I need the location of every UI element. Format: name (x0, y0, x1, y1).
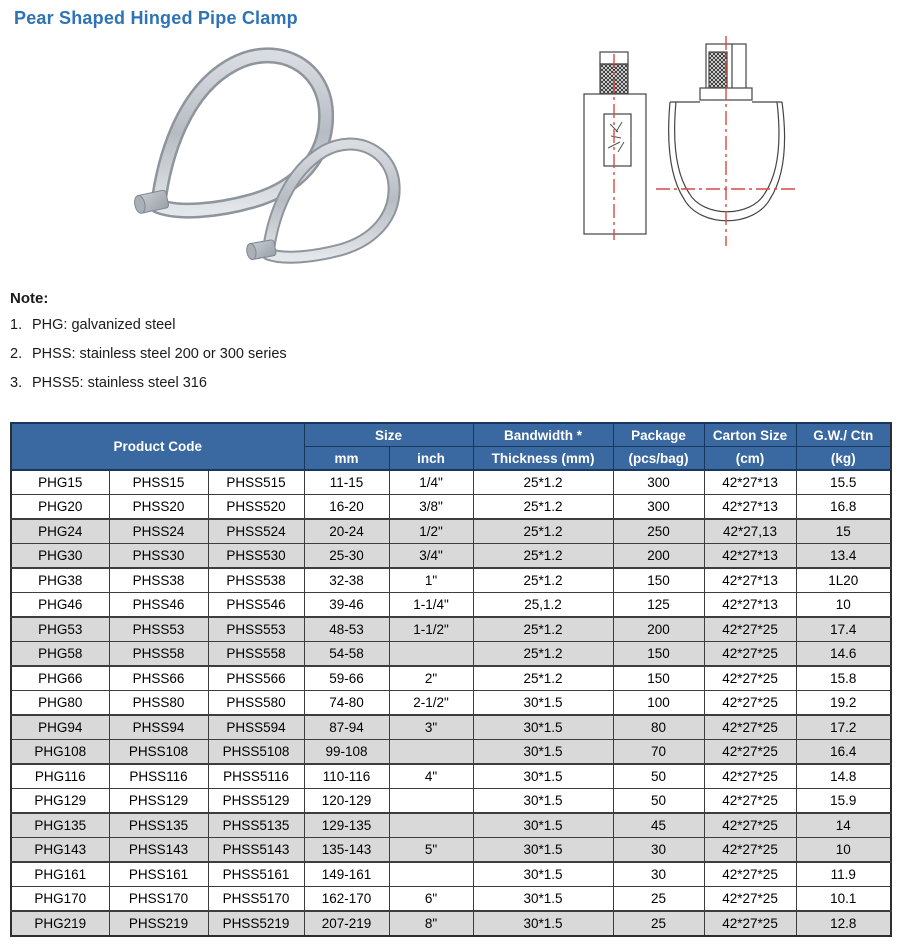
cell-package: 45 (613, 813, 704, 838)
cell-size-mm: 39-46 (304, 593, 389, 618)
cell-code-phss5: PHSS5116 (208, 764, 304, 789)
cell-code-phss5: PHSS553 (208, 617, 304, 642)
cell-code-phss: PHSS129 (109, 789, 208, 814)
cell-size-inch: 2-1/2" (389, 691, 473, 716)
cell-size-inch: 5" (389, 838, 473, 863)
cell-package: 100 (613, 691, 704, 716)
cell-gw-ctn: 16.8 (796, 495, 891, 520)
cell-gw-ctn: 12.8 (796, 911, 891, 936)
table-row (11, 593, 891, 618)
cell-size-inch: 3/8" (389, 495, 473, 520)
cell-carton-size: 42*27*25 (704, 764, 796, 789)
cell-thickness: 30*1.5 (473, 789, 613, 814)
header-gw-ctn: G.W./ Ctn (796, 423, 891, 447)
cell-code-phss: PHSS20 (109, 495, 208, 520)
cell-code-phg: PHG108 (11, 740, 109, 765)
cell-thickness: 30*1.5 (473, 838, 613, 863)
cell-code-phss5: PHSS594 (208, 715, 304, 740)
product-photo (100, 38, 420, 288)
note-number: 3. (10, 375, 23, 391)
cell-size-mm: 129-135 (304, 813, 389, 838)
cell-code-phss: PHSS219 (109, 911, 208, 936)
cell-code-phss: PHSS24 (109, 519, 208, 544)
cell-size-mm: 48-53 (304, 617, 389, 642)
cell-package: 30 (613, 838, 704, 863)
cell-code-phss: PHSS161 (109, 862, 208, 887)
table-row (11, 470, 891, 495)
cell-thickness: 25*1.2 (473, 568, 613, 593)
cell-carton-size: 42*27*25 (704, 789, 796, 814)
cell-size-inch (389, 740, 473, 765)
cell-code-phss: PHSS80 (109, 691, 208, 716)
spec-table (10, 422, 892, 937)
cell-carton-size: 42*27*25 (704, 715, 796, 740)
cell-gw-ctn: 17.2 (796, 715, 891, 740)
cell-thickness: 25*1.2 (473, 544, 613, 569)
cell-carton-size: 42*27*25 (704, 838, 796, 863)
cell-code-phss: PHSS170 (109, 887, 208, 912)
cell-package: 30 (613, 862, 704, 887)
note-text: PHG: galvanized steel (32, 317, 176, 333)
cell-carton-size: 42*27*13 (704, 568, 796, 593)
cell-size-mm: 32-38 (304, 568, 389, 593)
header-size-mm: mm (304, 447, 389, 471)
cell-code-phg: PHG219 (11, 911, 109, 936)
cell-gw-ctn: 10 (796, 593, 891, 618)
cell-thickness: 30*1.5 (473, 764, 613, 789)
table-row (11, 740, 891, 765)
cell-code-phg: PHG161 (11, 862, 109, 887)
cell-package: 300 (613, 495, 704, 520)
cell-code-phss5: PHSS5135 (208, 813, 304, 838)
cell-thickness: 30*1.5 (473, 813, 613, 838)
cell-code-phg: PHG170 (11, 887, 109, 912)
table-row (11, 911, 891, 936)
cell-package: 70 (613, 740, 704, 765)
cell-carton-size: 42*27*13 (704, 593, 796, 618)
cell-code-phss5: PHSS566 (208, 666, 304, 691)
cell-size-inch (389, 862, 473, 887)
cell-code-phg: PHG30 (11, 544, 109, 569)
cell-code-phss5: PHSS5170 (208, 887, 304, 912)
cell-size-inch: 1/2" (389, 519, 473, 544)
cell-code-phss: PHSS108 (109, 740, 208, 765)
cell-carton-size: 42*27*25 (704, 887, 796, 912)
note-text: PHSS: stainless steel 200 or 300 series (32, 346, 287, 362)
cell-code-phss5: PHSS558 (208, 642, 304, 667)
large-clamp (133, 55, 326, 214)
cell-size-inch: 8" (389, 911, 473, 936)
cell-code-phss: PHSS94 (109, 715, 208, 740)
cell-package: 80 (613, 715, 704, 740)
technical-drawings (548, 32, 828, 252)
table-row (11, 691, 891, 716)
cell-carton-size: 42*27*13 (704, 544, 796, 569)
cell-code-phss5: PHSS515 (208, 470, 304, 495)
table-row (11, 764, 891, 789)
cell-gw-ctn: 15.8 (796, 666, 891, 691)
cell-size-mm: 149-161 (304, 862, 389, 887)
cell-code-phss: PHSS135 (109, 813, 208, 838)
cell-package: 250 (613, 519, 704, 544)
cell-size-inch: 1-1/2" (389, 617, 473, 642)
cell-code-phg: PHG129 (11, 789, 109, 814)
cell-size-mm: 207-219 (304, 911, 389, 936)
cell-code-phss: PHSS46 (109, 593, 208, 618)
cell-code-phss5: PHSS530 (208, 544, 304, 569)
cell-code-phss: PHSS53 (109, 617, 208, 642)
cell-thickness: 25*1.2 (473, 470, 613, 495)
cell-size-mm: 135-143 (304, 838, 389, 863)
cell-package: 125 (613, 593, 704, 618)
page-title: Pear Shaped Hinged Pipe Clamp (14, 8, 298, 28)
note-item (10, 346, 510, 362)
cell-code-phg: PHG143 (11, 838, 109, 863)
note-item (10, 317, 510, 333)
cell-package: 200 (613, 544, 704, 569)
cell-thickness: 30*1.5 (473, 862, 613, 887)
cell-thickness: 25*1.2 (473, 666, 613, 691)
cell-size-inch: 1/4" (389, 470, 473, 495)
cell-size-mm: 99-108 (304, 740, 389, 765)
cell-size-mm: 20-24 (304, 519, 389, 544)
cell-code-phss5: PHSS546 (208, 593, 304, 618)
cell-gw-ctn: 10.1 (796, 887, 891, 912)
cell-code-phg: PHG135 (11, 813, 109, 838)
cell-gw-ctn: 16.4 (796, 740, 891, 765)
cell-package: 200 (613, 617, 704, 642)
table-row (11, 666, 891, 691)
cell-code-phg: PHG20 (11, 495, 109, 520)
table-row (11, 789, 891, 814)
cell-code-phss: PHSS58 (109, 642, 208, 667)
cell-code-phg: PHG38 (11, 568, 109, 593)
cell-gw-ctn: 19.2 (796, 691, 891, 716)
cell-code-phss5: PHSS5129 (208, 789, 304, 814)
cell-size-mm: 87-94 (304, 715, 389, 740)
spec-table-header (11, 423, 891, 470)
table-row (11, 887, 891, 912)
cell-gw-ctn: 14.6 (796, 642, 891, 667)
cell-size-mm: 120-129 (304, 789, 389, 814)
cell-package: 150 (613, 666, 704, 691)
drawing-front-view (656, 36, 798, 246)
cell-gw-ctn: 11.9 (796, 862, 891, 887)
cell-code-phg: PHG58 (11, 642, 109, 667)
note-item (10, 375, 510, 391)
drawing-side-view (584, 52, 646, 240)
cell-gw-ctn: 14.8 (796, 764, 891, 789)
cell-gw-ctn: 13.4 (796, 544, 891, 569)
cell-code-phg: PHG24 (11, 519, 109, 544)
cell-code-phg: PHG46 (11, 593, 109, 618)
cell-size-mm: 25-30 (304, 544, 389, 569)
cell-thickness: 30*1.5 (473, 691, 613, 716)
table-row (11, 495, 891, 520)
cell-package: 300 (613, 470, 704, 495)
cell-code-phss5: PHSS580 (208, 691, 304, 716)
cell-thickness: 25*1.2 (473, 519, 613, 544)
cell-size-mm: 11-15 (304, 470, 389, 495)
cell-thickness: 25*1.2 (473, 642, 613, 667)
cell-code-phss: PHSS66 (109, 666, 208, 691)
cell-size-inch (389, 642, 473, 667)
header-size-inch: inch (389, 447, 473, 471)
table-row (11, 519, 891, 544)
cell-size-mm: 110-116 (304, 764, 389, 789)
cell-package: 50 (613, 764, 704, 789)
cell-size-mm: 54-58 (304, 642, 389, 667)
cell-size-inch: 4" (389, 764, 473, 789)
cell-code-phg: PHG66 (11, 666, 109, 691)
table-row (11, 838, 891, 863)
header-thickness: Thickness (mm) (473, 447, 613, 471)
cell-package: 150 (613, 642, 704, 667)
cell-carton-size: 42*27*25 (704, 691, 796, 716)
header-kg: (kg) (796, 447, 891, 471)
notes-label: Note: (10, 290, 49, 307)
cell-code-phss: PHSS38 (109, 568, 208, 593)
cell-carton-size: 42*27*25 (704, 642, 796, 667)
cell-package: 50 (613, 789, 704, 814)
note-number: 2. (10, 346, 23, 362)
spec-table-body (11, 470, 891, 936)
table-row (11, 568, 891, 593)
note-text: PHSS5: stainless steel 316 (32, 375, 207, 391)
cell-size-inch: 3" (389, 715, 473, 740)
note-number: 1. (10, 317, 23, 333)
cell-thickness: 25*1.2 (473, 617, 613, 642)
cell-code-phg: PHG94 (11, 715, 109, 740)
cell-size-inch: 3/4" (389, 544, 473, 569)
cell-code-phss5: PHSS538 (208, 568, 304, 593)
cell-carton-size: 42*27*25 (704, 862, 796, 887)
header-product-code: Product Code (11, 423, 304, 470)
cell-carton-size: 42*27*25 (704, 911, 796, 936)
table-row (11, 544, 891, 569)
cell-size-mm: 162-170 (304, 887, 389, 912)
cell-code-phg: PHG15 (11, 470, 109, 495)
cell-gw-ctn: 14 (796, 813, 891, 838)
cell-code-phg: PHG53 (11, 617, 109, 642)
cell-size-inch: 1-1/4" (389, 593, 473, 618)
cell-carton-size: 42*27*25 (704, 813, 796, 838)
cell-gw-ctn: 17.4 (796, 617, 891, 642)
table-row (11, 617, 891, 642)
cell-thickness: 30*1.5 (473, 740, 613, 765)
cell-size-mm: 59-66 (304, 666, 389, 691)
cell-code-phg: PHG80 (11, 691, 109, 716)
cell-gw-ctn: 15.5 (796, 470, 891, 495)
cell-code-phg: PHG116 (11, 764, 109, 789)
cell-thickness: 25*1.2 (473, 495, 613, 520)
header-package: Package (613, 423, 704, 447)
cell-carton-size: 42*27*25 (704, 617, 796, 642)
header-size: Size (304, 423, 473, 447)
cell-package: 25 (613, 911, 704, 936)
cell-package: 25 (613, 887, 704, 912)
cell-thickness: 30*1.5 (473, 911, 613, 936)
cell-thickness: 30*1.5 (473, 887, 613, 912)
cell-code-phss5: PHSS5161 (208, 862, 304, 887)
cell-thickness: 25,1.2 (473, 593, 613, 618)
cell-thickness: 30*1.5 (473, 715, 613, 740)
table-row (11, 715, 891, 740)
cell-code-phss5: PHSS5108 (208, 740, 304, 765)
notes-section (10, 290, 510, 404)
header-bandwidth: Bandwidth * (473, 423, 613, 447)
table-row (11, 862, 891, 887)
cell-carton-size: 42*27,13 (704, 519, 796, 544)
cell-carton-size: 42*27*25 (704, 740, 796, 765)
cell-code-phss: PHSS15 (109, 470, 208, 495)
cell-carton-size: 42*27*13 (704, 495, 796, 520)
cell-carton-size: 42*27*13 (704, 470, 796, 495)
cell-size-inch: 1" (389, 568, 473, 593)
cell-gw-ctn: 1L20 (796, 568, 891, 593)
cell-code-phss5: PHSS5219 (208, 911, 304, 936)
cell-gw-ctn: 10 (796, 838, 891, 863)
cell-code-phss: PHSS30 (109, 544, 208, 569)
spec-table-container (10, 422, 890, 937)
header-carton-size: Carton Size (704, 423, 796, 447)
cell-code-phss5: PHSS520 (208, 495, 304, 520)
cell-size-inch (389, 813, 473, 838)
cell-size-inch: 2" (389, 666, 473, 691)
cell-code-phss: PHSS116 (109, 764, 208, 789)
cell-code-phss5: PHSS524 (208, 519, 304, 544)
cell-package: 150 (613, 568, 704, 593)
cell-code-phss: PHSS143 (109, 838, 208, 863)
header-pcs-bag: (pcs/bag) (613, 447, 704, 471)
cell-size-mm: 16-20 (304, 495, 389, 520)
cell-gw-ctn: 15 (796, 519, 891, 544)
cell-size-mm: 74-80 (304, 691, 389, 716)
cell-carton-size: 42*27*25 (704, 666, 796, 691)
table-row (11, 642, 891, 667)
cell-size-inch (389, 789, 473, 814)
table-row (11, 813, 891, 838)
cell-gw-ctn: 15.9 (796, 789, 891, 814)
cell-code-phss5: PHSS5143 (208, 838, 304, 863)
header-cm: (cm) (704, 447, 796, 471)
cell-size-inch: 6" (389, 887, 473, 912)
